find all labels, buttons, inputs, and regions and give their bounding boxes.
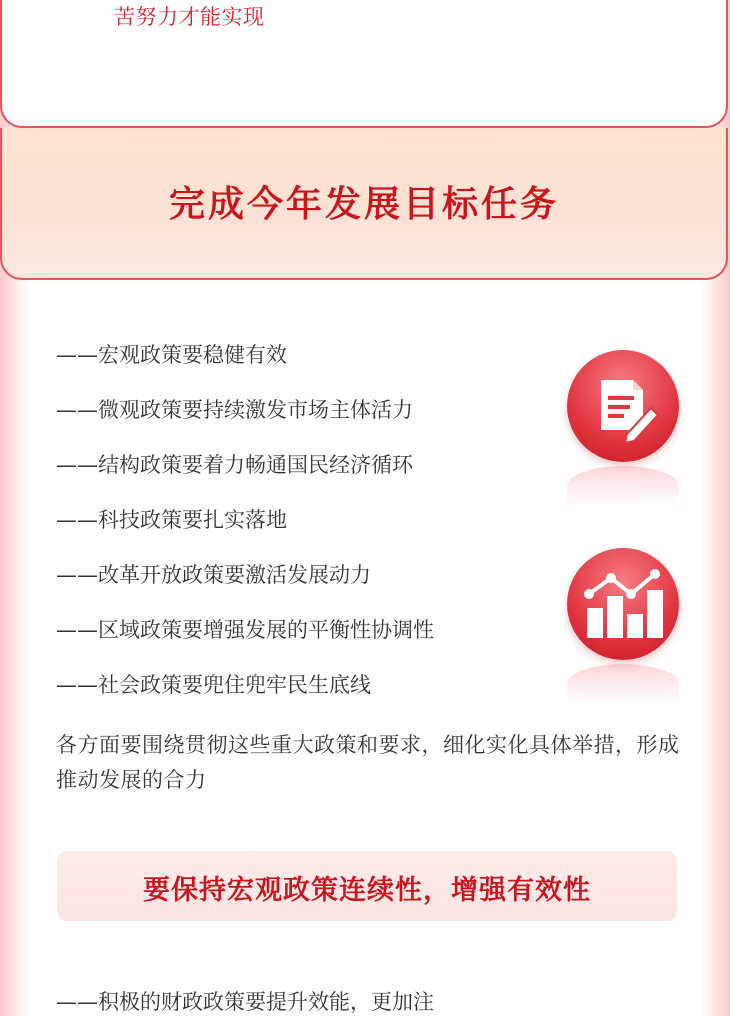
section-banner [0, 128, 728, 280]
policy-item-micro: ——微观政策要持续激发市场主体活力 [56, 398, 413, 422]
policy-item-reform: ——改革开放政策要激活发展动力 [56, 563, 371, 587]
document-icon-reflection [567, 466, 679, 506]
summary-paragraph: 各方面要围绕贯彻这些重大政策和要求，细化实化具体举措，形成推动发展的合力 [56, 733, 680, 792]
policy-list [56, 336, 434, 721]
subtitle-heading: 要保持宏观政策连续性，增强有效性 [143, 875, 591, 906]
policy-item-social: ——社会政策要兜住兜牢民生底线 [56, 673, 371, 697]
line-bar-chart-icon [567, 548, 679, 660]
next-policy-line: ——积极的财政政策要提升效能，更加注 [56, 990, 434, 1014]
top-text-card [0, 0, 728, 128]
policy-item-technology: ——科技政策要扎实落地 [56, 508, 287, 532]
section-title: 完成今年发展目标任务 [168, 183, 559, 225]
policy-item-macro: ——宏观政策要稳健有效 [56, 343, 287, 367]
chart-icon-reflection [567, 664, 679, 704]
policy-item-regional: ——区域政策要增强发展的平衡性协调性 [56, 618, 434, 642]
top-card-text: 苦努力才能实现 [114, 5, 265, 29]
document-pen-icon [567, 350, 679, 462]
policy-item-structural: ——结构政策要着力畅通国民经济循环 [56, 453, 413, 477]
subtitle-box [57, 851, 677, 921]
